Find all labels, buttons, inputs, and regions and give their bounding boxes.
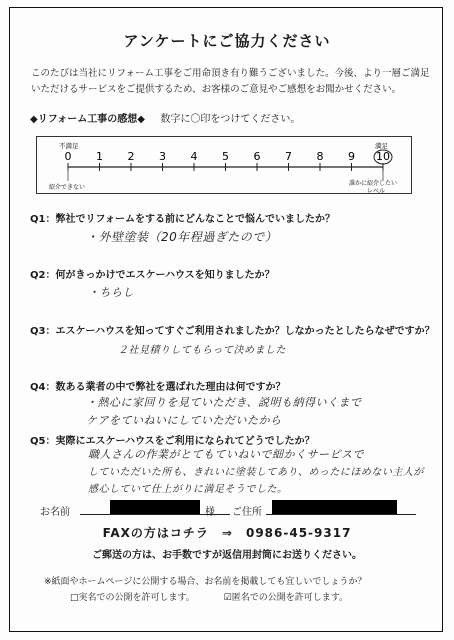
scale-tick-label[interactable]: 4 — [190, 150, 198, 163]
answer-4-line-2: ケアをていねいにしていただいたから — [86, 414, 282, 427]
scale-ticks — [65, 150, 391, 171]
question-2: Q2：何がきっかけでエスケーハウスを知りましたか？ — [30, 270, 275, 281]
low-label: 不満足 — [59, 142, 79, 150]
page-title: アンケートにご協力ください — [123, 32, 331, 50]
address-redaction — [272, 500, 397, 514]
consent-question: ※紙面やホームページに公開する場合、お名前を掲載しても宜しいでしょうか？ — [44, 577, 367, 587]
scale-tick-label[interactable]: 8 — [316, 150, 324, 163]
high-sub-label-2: レベル — [367, 188, 386, 195]
rating-scale-box — [36, 136, 412, 194]
question-4: Q4：数ある業者の中で弊社を選ばれた理由は何ですか？ — [30, 382, 286, 393]
scale-tick-label[interactable]: 3 — [159, 150, 166, 163]
scale-tick-label[interactable]: 1 — [96, 150, 103, 163]
mail-line: ご郵送の方は、お手数ですが返信用封筒にお送りください。 — [92, 550, 362, 561]
scale-tick-label[interactable]: 2 — [127, 150, 135, 163]
answer-5-line-2: していただいた所も、きれいに塗装してあり、めったにほめない主人が — [88, 467, 424, 478]
scale-tick-label[interactable]: 0 — [64, 150, 72, 163]
answer-5-line-1: 職人さんの作業がとてもていねいで細かくサービスで — [88, 448, 364, 461]
address-underline — [266, 514, 416, 515]
high-label: 満足 — [375, 142, 388, 150]
consent-option-anonymous[interactable]: ☑匿名での公開を許可します。 — [223, 593, 349, 603]
question-3: Q3：エスケーハウスを知ってすぐご利用されましたか？しなかったとしたらなぜですか？ — [30, 326, 435, 337]
question-5: Q5：実際にエスケーハウスをご利用になられてどうでしたか？ — [30, 436, 315, 447]
consent-option-real-name[interactable]: □実名での公開を許可します。 — [70, 593, 195, 603]
scale-tick-label[interactable]: 7 — [285, 150, 292, 163]
intro-line-2: いただけるサービスをご提供するため、お客様のご意見やご感想をお聞かせください。 — [31, 84, 402, 95]
rating-heading — [30, 110, 300, 125]
fax-line: FAXの方はコチラ ⇒ 0986-45-9317 — [102, 526, 352, 540]
low-sub-label: 紹介できない — [49, 184, 86, 191]
consent-options — [70, 590, 374, 603]
answer-5-line-3: 感心していて仕上がりに満足そうでした。 — [88, 484, 288, 495]
name-label: お名前 — [40, 507, 70, 518]
answer-4-line-1: ・熱心に家回りを見ていただき、説明も納得いくまで — [86, 396, 362, 409]
question-1: Q1：弊社でリフォームをする前にどんなことで悩んでいましたか？ — [30, 214, 335, 225]
answer-1: ・外壁塗装（20年程過ぎたので） — [86, 230, 278, 244]
name-redaction — [110, 500, 200, 514]
rating-scale — [37, 137, 413, 195]
scale-tick-label[interactable]: 6 — [253, 150, 261, 163]
sama-label: 様 — [205, 507, 215, 518]
rating-title: ◆リフォーム工事の感想◆ — [30, 114, 145, 125]
rating-instruction: 数字に〇印をつけてください。 — [160, 114, 301, 125]
intro-line-1: このたびは当社にリフォーム工事をご用命頂き有り難うございました。今後、より一層ご満足 — [31, 68, 430, 79]
intro-text — [31, 66, 436, 98]
answer-3: ２社見積りしてもらって決めました — [118, 345, 286, 356]
scale-tick-label[interactable]: 10 — [376, 150, 390, 163]
scale-tick-label[interactable]: 9 — [348, 150, 355, 163]
answer-2: ・ちらし — [88, 286, 134, 299]
address-label: ご住所 — [232, 507, 262, 518]
high-sub-label — [349, 179, 399, 195]
high-sub-label-1: 誰かに紹介したい — [349, 180, 398, 187]
scale-tick-label[interactable]: 5 — [222, 150, 229, 163]
